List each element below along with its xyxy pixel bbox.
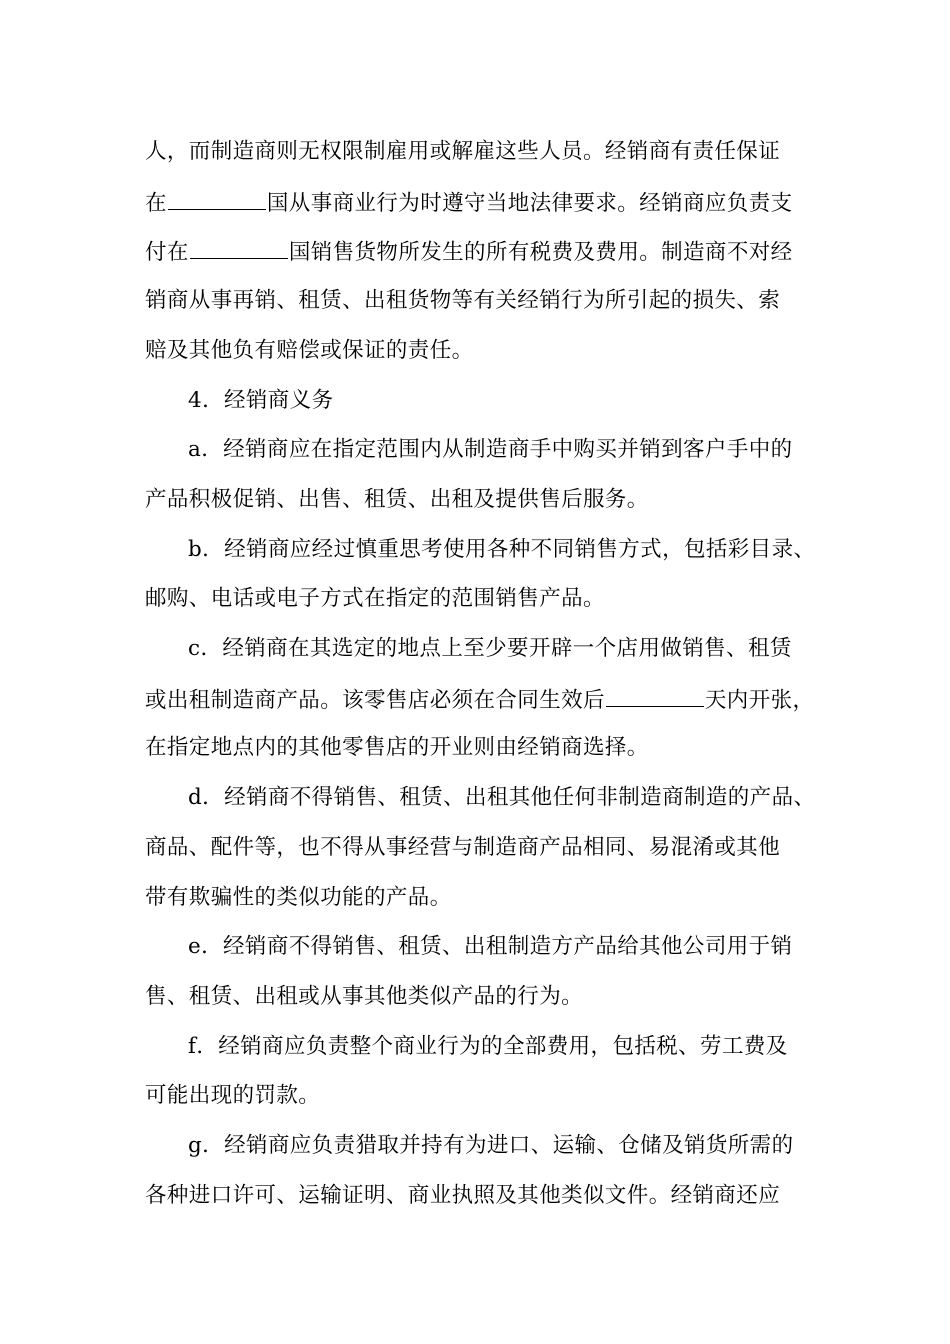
text-line <box>188 386 333 416</box>
text-segment: c．经销商在其选定的地点上至少要开辟一个店用做销售、租赁 <box>188 636 792 661</box>
text-line <box>188 435 793 465</box>
text-segment: 可能出现的罚款。 <box>145 1083 321 1109</box>
text-line <box>145 485 649 515</box>
text-line <box>145 883 452 913</box>
fill-in-blank <box>606 684 704 707</box>
text-line <box>145 982 583 1012</box>
text-segment: 带有欺骗性的类似功能的产品。 <box>145 884 452 910</box>
text-segment: 在 <box>145 190 167 216</box>
text-line <box>145 684 814 716</box>
text-segment: d．经销商不得销售、租赁、出租其他任何非制造商制造的产品、 <box>188 785 816 811</box>
text-segment: 销商从事再销、租赁、出租货物等有关经销行为所引起的损失、索 <box>145 288 781 314</box>
text-line <box>188 535 815 565</box>
text-segment: g．经销商应负责猎取并持有为进口、运输、仓储及销货所需的 <box>188 1133 794 1158</box>
fill-in-blank <box>190 236 288 259</box>
text-segment: b．经销商应经过慎重思考使用各种不同销售方式，包括彩目录、 <box>188 536 816 562</box>
text-line <box>188 783 815 813</box>
text-line <box>145 833 780 863</box>
text-segment: 国从事商业行为时遵守当地法律要求。经销商应负责支 <box>266 190 793 216</box>
text-segment: 赔及其他负有赔偿或保证的责任。 <box>145 337 474 363</box>
text-line <box>188 1131 793 1161</box>
text-segment: e．经销商不得销售、租赁、出租制造方产品给其他公司用于销 <box>188 934 793 960</box>
fill-in-blank <box>168 187 266 210</box>
text-line <box>145 187 793 219</box>
text-segment: 在指定地点内的其他零售店的开业则由经销商选择。 <box>145 735 649 761</box>
text-segment: 邮购、电话或电子方式在指定的范围销售产品。 <box>145 586 605 612</box>
text-segment: 售、租赁、出租或从事其他类似产品的行为。 <box>145 983 584 1009</box>
text-line <box>145 286 780 316</box>
text-line <box>145 336 474 366</box>
text-segment: 人，而制造商则无权限制雇用或解雇这些人员。经销商有责任保证 <box>145 139 781 164</box>
text-line <box>145 584 605 614</box>
text-line <box>145 236 793 268</box>
text-line <box>188 634 792 664</box>
text-segment: 或出租制造商产品。该零售店必须在合同生效后 <box>145 687 605 713</box>
text-line <box>145 1181 780 1211</box>
text-line <box>145 137 780 167</box>
text-segment: 国销售货物所发生的所有税费及费用。制造商不对经 <box>288 240 793 266</box>
text-line <box>188 932 792 962</box>
text-segment: 付在 <box>145 240 189 266</box>
text-line <box>145 1081 320 1111</box>
text-segment: 4．经销商义务 <box>188 387 334 413</box>
text-segment: 产品积极促销、出售、租赁、出租及提供售后服务。 <box>145 486 649 512</box>
text-segment: a．经销商应在指定范围内从制造商手中购买并销到客户手中的 <box>188 437 793 463</box>
text-segment: 商品、配件等，也不得从事经营与制造商产品相同、易混淆或其他 <box>145 834 781 860</box>
text-segment: 各种进口许可、运输证明、商业执照及其他类似文件。经销商还应 <box>145 1182 781 1208</box>
text-segment: 天内开张， <box>704 687 815 713</box>
text-line <box>145 733 649 763</box>
text-line <box>188 1032 788 1062</box>
text-segment: f．经销商应负责整个商业行为的全部费用，包括税、劳工费及 <box>188 1033 788 1059</box>
